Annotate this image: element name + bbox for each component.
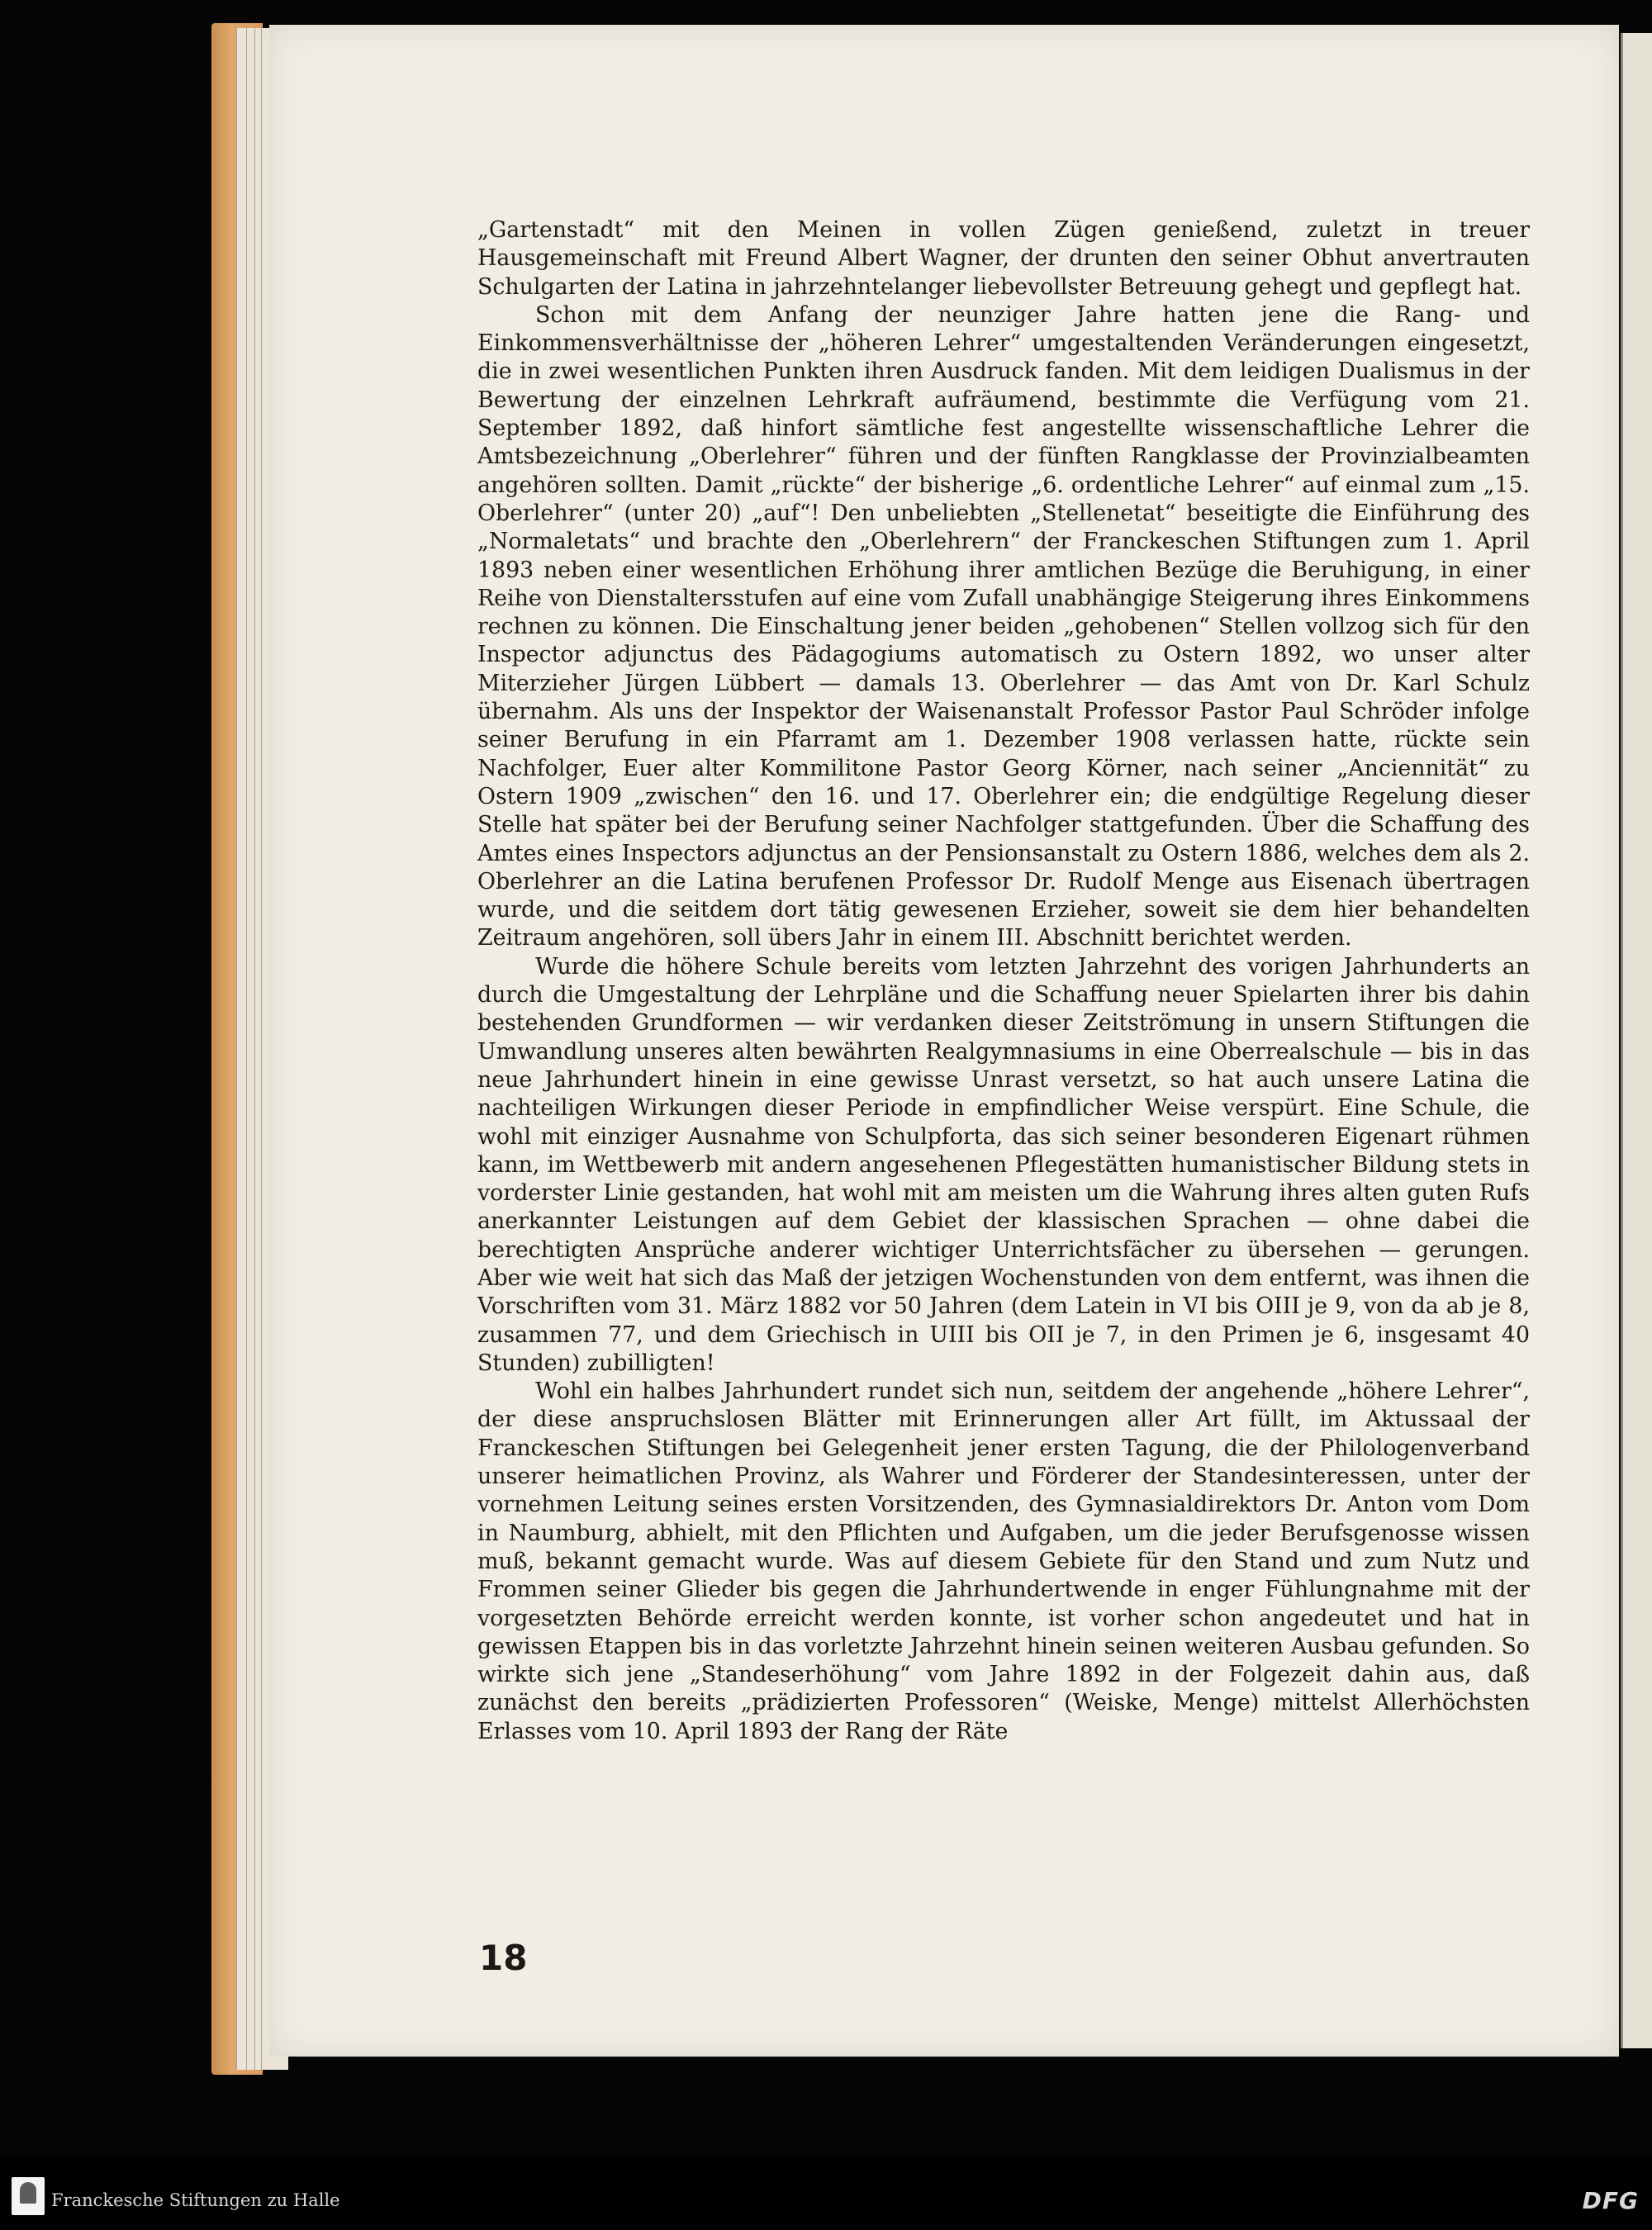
paragraph: Wohl ein halbes Jahrhundert rundet sich nun, seitdem der angehende „höhere Lehrer“, der diese anspruchslosen Blätter mit Erinnerungen aller Art füllt, im Aktussaal der Franckeschen Stiftungen bei Gelegenheit jener ersten Tagung, die der Philologenverband unserer heimatlichen Provinz, als Wahrer und Förderer der Standesinteressen, unter der vornehmen Leitung seines ersten Vorsitzenden, des Gymnasialdirektors Dr. Anton vom Dom in Naumburg, abhielt, mit den Pflichten und Aufgaben, um die jeder Berufsgenosse wissen muß, bekannt gemacht wurde. Was auf diesem Gebiete für den Stand und zum Nutz und Frommen seiner Glieder bis gegen die Jahrhundertwende in enger Fühlungnahme mit der vorgesetzten Behörde erreicht werden konnte, ist vorher schon angedeutet und hat in gewissen Etappen bis in das vorletzte Jahrzehnt hinein seinen weiteren Ausbau gefunden. So wirkte sich jene „Standeserhöhung“ vom Jahre 1892 in der Folgezeit dahin aus, daß zunächst den bereits „prädizierten Professoren“ (Weiske, Menge) mittelst Allerhöchsten Erlasses vom 10. April 1893 der Rang der Räte xyxy=(477,1378,1530,1744)
body-text xyxy=(477,216,1530,1746)
paragraph: „Gartenstadt“ mit den Meinen in vollen Zügen genießend, zuletzt in treuer Hausgemeinschaft mit Freund Albert Wagner, der drunten den seiner Obhut anvertrauten Schulgarten der Latina in jahrzehntelanger liebevollster Betreuung gehegt und gepflegt hat. xyxy=(477,217,1530,300)
institution-name: Franckesche Stiftungen zu Halle xyxy=(51,2190,340,2210)
institution-logo-icon xyxy=(12,2177,45,2215)
page-number: 18 xyxy=(479,1938,528,1978)
dfg-logo: DFG xyxy=(1582,2187,1639,2214)
facing-page-edge xyxy=(1621,33,1652,2048)
paragraph: Wurde die höhere Schule bereits vom letzten Jahrzehnt des vorigen Jahrhunderts an durch die Umgestaltung der Lehrpläne und die Schaffung neuer Spielarten ihrer bis dahin bestehenden Grundformen — wir verdanken dieser Zeitströmung in unsern Stiftungen die Umwandlung unseres alten bewährten Realgymnasiums in eine Oberrealschule — bis in das neue Jahrhundert hinein in eine gewisse Unrast versetzt, so hat auch unsere Latina die nachteiligen Wirkungen dieser Periode in empfindlicher Weise verspürt. Eine Schule, die wohl mit einziger Ausnahme von Schulpforta, das sich seiner besonderen Eigenart rühmen kann, im Wettbewerb mit andern angesehenen Pflegestätten humanistischer Bildung stets in vorderster Linie gestanden, hat wohl mit am meisten um die Wahrung ihres alten guten Rufs anerkannter Leistungen auf dem Gebiet der klassischen Sprachen — ohne dabei die berechtigten Ansprüche anderer wichtiger Unterrichtsfächer zu übersehen — gerungen. Aber wie weit hat sich das Maß der jetzigen Wochenstunden von dem entfernt, was ihnen die Vorschriften vom 31. März 1882 vor 50 Jahren (dem Latein in VI bis OIII je 9, von da ab je 8, zusammen 77, und dem Griechisch in UIII bis OII je 7, in den Primen je 6, insgesamt 40 Stunden) zubilligten! xyxy=(477,953,1530,1376)
book-page xyxy=(269,25,1619,2057)
paragraph: Schon mit dem Anfang der neunziger Jahre hatten jene die Rang- und Einkommensverhältnisse der „höheren Lehrer“ umgestaltenden Veränderungen eingesetzt, die in zwei wesentlichen Punkten ihren Ausdruck fanden. Mit dem leidigen Dualismus in der Bewertung der einzelnen Lehrkraft aufräumend, bestimmte die Verfügung vom 21. September 1892, daß hinfort sämtliche fest angestellte wissenschaftliche Lehrer die Amtsbezeichnung „Oberlehrer“ führen und der fünften Rangklasse der Provinzialbeamten angehören sollten. Damit „rückte“ der bisherige „6. ordentliche Lehrer“ auf einmal zum „15. Oberlehrer“ (unter 20) „auf“! Den unbeliebten „Stellenetat“ beseitigte die Einführung des „Normaletats“ und brachte den „Oberlehrern“ der Franckeschen Stiftungen zum 1. April 1893 neben einer wesentlichen Erhöhung ihrer amtlichen Bezüge die Beruhigung, in einer Reihe von Dienstaltersstufen auf eine vom Zufall unabhängige Steigerung ihres Einkommens rechnen zu können. Die Einschaltung jener beiden „gehobenen“ Stellen vollzog sich für den Inspector adjunctus des Pädagogiums automatisch zu Ostern 1892, wo unser alter Miterzieher Jürgen Lübbert — damals 13. Oberlehrer — das Amt von Dr. Karl Schulz übernahm. Als uns der Inspektor der Waisenanstalt Professor Pastor Paul Schröder infolge seiner Berufung in ein Pfarramt am 1. Dezember 1908 verlassen hatte, rückte sein Nachfolger, Euer alter Kommilitone Pastor Georg Körner, nach seiner „Anciennität“ zu Ostern 1909 „zwischen“ den 16. und 17. Oberlehrer ein; die endgültige Regelung dieser Stelle hat später bei der Berufung seiner Nachfolger stattgefunden. Über die Schaffung des Amtes eines Inspectors adjunctus an der Pensionsanstalt zu Ostern 1886, welches dem als 2. Oberlehrer an die Latina berufenen Professor Dr. Rudolf Menge aus Eisenach übertragen wurde, und die seitdem dort tätig gewesenen Erzieher, soweit sie dem hier behandelten Zeitraum angehören, soll übers Jahr in einem III. Abschnitt berichtet werden. xyxy=(477,301,1530,951)
